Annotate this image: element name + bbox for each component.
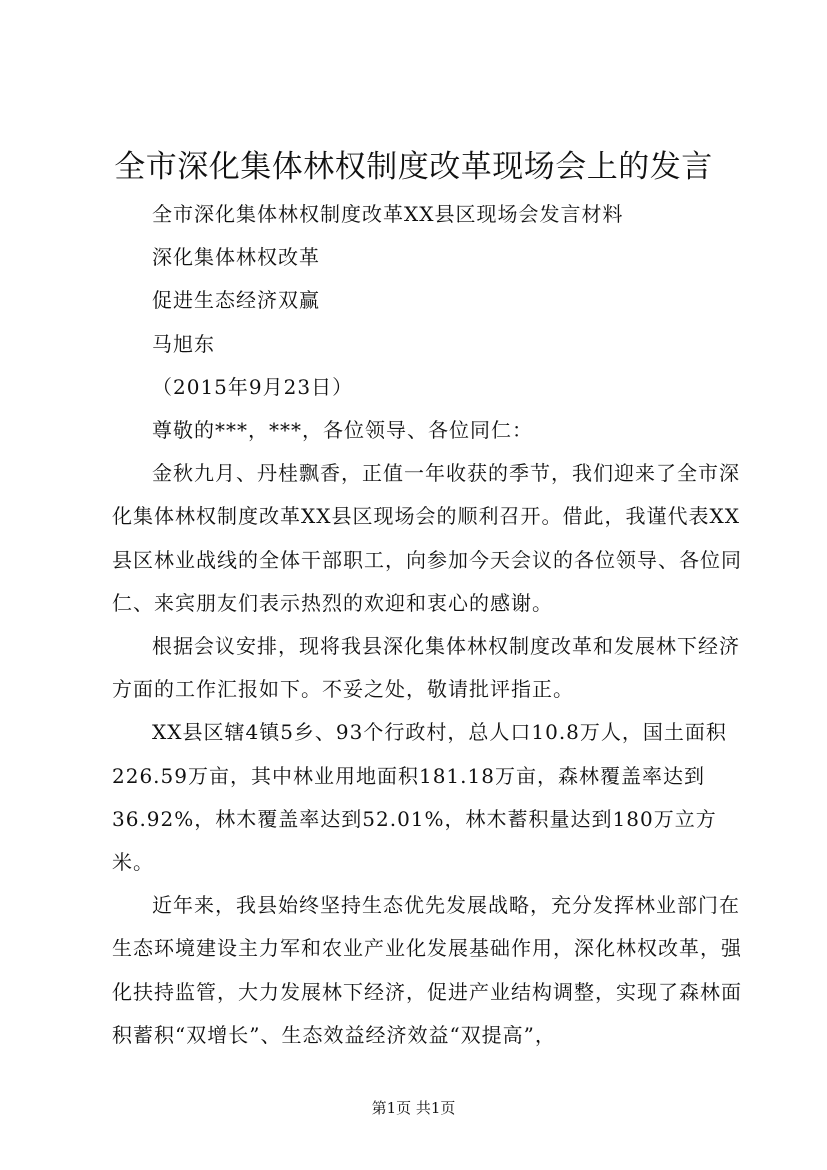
body-paragraph: XX县区辖4镇5乡、93个行政村，总人口10.8万人，国土面积226.59万亩，其中林业用地面积181.18万亩，森林覆盖率达到36.92%，林木覆盖率达到52.01%，林木蓄积量达到180万立方米。 [112,720,727,875]
body-paragraph: 近年来，我县始终坚持生态优先发展战略，充分发挥林业部门在生态环境建设主力军和农业产业化发展基础作用，深化林权改革，强化扶持监管，大力发展林下经济，促进产业结构调整，实现了森林面积蓄积“双增长”、生态效益经济效益“双提高”， [112,893,742,1047]
subtitle-line: 深化集体林权改革 [152,245,320,270]
salutation: 尊敬的***，***，各位领导、各位同仁： [152,418,533,443]
body-paragraph: 根据会议安排，现将我县深化集体林权制度改革和发展林下经济方面的工作汇报如下。不妥之处，敬请批评指正。 [112,634,740,702]
body-paragraph: 金秋九月、丹桂飘香，正值一年收获的季节，我们迎来了全市深化集体林权制度改革XX县区现场会的顺利召开。借此，我谨代表XX县区林业战线的全体干部职工，向参加今天会议的各位领导、各位同仁、来宾朋友们表示热烈的欢迎和衷心的感谢。 [112,461,742,615]
speech-date: （2015年9月23日） [152,374,354,399]
document-title: 全市深化集体林权制度改革现场会上的发言 [114,149,713,185]
page-number: 第1页 共1页 [371,1099,456,1117]
document-body [112,193,744,1057]
author-name: 马旭东 [152,331,215,356]
subtitle-line: 全市深化集体林权制度改革XX县区现场会发言材料 [152,202,624,226]
subtitle-line: 促进生态经济双赢 [152,288,320,313]
